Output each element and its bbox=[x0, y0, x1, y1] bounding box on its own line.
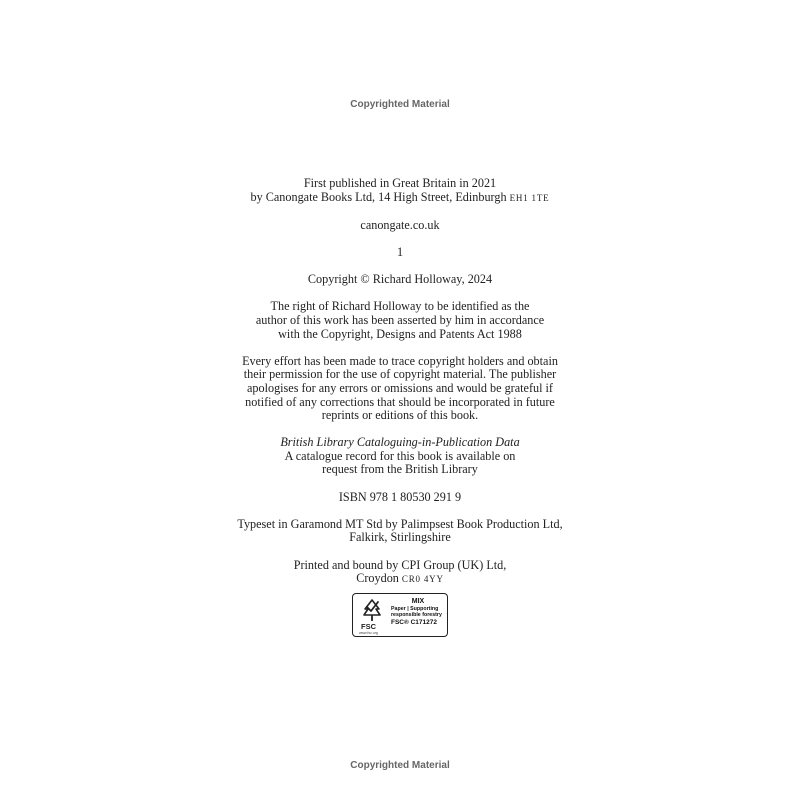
permissions-line: their permission for the use of copyright material. The publisher bbox=[243, 367, 557, 382]
publisher-address-line bbox=[0, 191, 800, 206]
cip-line: A catalogue record for this book is available on bbox=[284, 448, 516, 463]
copyrighted-material-banner-top: Copyrighted Material bbox=[350, 99, 450, 110]
cip-heading: British Library Cataloguing-in-Publication Data bbox=[280, 435, 520, 450]
moral-rights-statement bbox=[0, 300, 800, 341]
copyright-page bbox=[0, 177, 800, 640]
isbn: ISBN 978 1 80530 291 9 bbox=[338, 489, 462, 504]
typeset-line: Falkirk, Stirlingshire bbox=[349, 530, 451, 545]
impression-number: 1 bbox=[396, 244, 404, 259]
fsc-mix-label: MIX bbox=[411, 597, 425, 605]
fsc-logo bbox=[352, 593, 448, 637]
publisher-address: by Canongate Books Ltd, 14 High Street, Edinburgh bbox=[250, 189, 507, 204]
cip-line: request from the British Library bbox=[322, 462, 478, 477]
copyright-notice: Copyright © Richard Holloway, 2024 bbox=[307, 272, 493, 287]
permissions-line: Every effort has been made to trace copyright holders and obtain bbox=[242, 353, 558, 368]
typeset-line: Typeset in Garamond MT Std by Palimpsest Book Production Ltd, bbox=[237, 516, 563, 531]
moral-rights-line: with the Copyright, Designs and Patents Act 1988 bbox=[278, 326, 522, 341]
permissions-line: reprints or editions of this book. bbox=[321, 408, 479, 423]
fsc-desc-line: responsible forestry bbox=[391, 612, 442, 619]
printer-line: Printed and bound by CPI Group (UK) Ltd, bbox=[293, 557, 507, 572]
cip-block bbox=[0, 436, 800, 477]
publication-block bbox=[0, 177, 800, 205]
publisher-website: canongate.co.uk bbox=[360, 217, 440, 232]
typeset-block bbox=[0, 518, 800, 545]
fsc-text bbox=[388, 597, 448, 627]
first-published-line: First published in Great Britain in 2021 bbox=[303, 176, 497, 190]
fsc-url: www.fsc.org bbox=[359, 630, 378, 635]
fsc-license-code: FSC® C171272 bbox=[391, 619, 437, 627]
copyrighted-material-banner-bottom: Copyrighted Material bbox=[350, 760, 450, 771]
printer-block bbox=[0, 559, 800, 587]
fsc-tree-checkmark-icon bbox=[359, 597, 385, 623]
fsc-desc-line: Paper | Supporting bbox=[391, 605, 439, 612]
permissions-line: notified of any corrections that should be incorporated in future bbox=[245, 394, 555, 409]
fsc-label: FSC bbox=[361, 621, 376, 631]
permissions-line: apologises for any errors or omissions and would be grateful if bbox=[247, 380, 553, 395]
publisher-postcode: EH1 1TE bbox=[509, 192, 550, 203]
printer-postcode: CR0 4YY bbox=[401, 574, 444, 585]
moral-rights-line: author of this work has been asserted by him in accordance bbox=[255, 312, 545, 327]
printer-town-line bbox=[0, 572, 800, 587]
printer-town: Croydon bbox=[356, 571, 399, 586]
moral-rights-line: The right of Richard Holloway to be identified as the bbox=[270, 299, 530, 314]
permissions-statement bbox=[0, 355, 800, 423]
